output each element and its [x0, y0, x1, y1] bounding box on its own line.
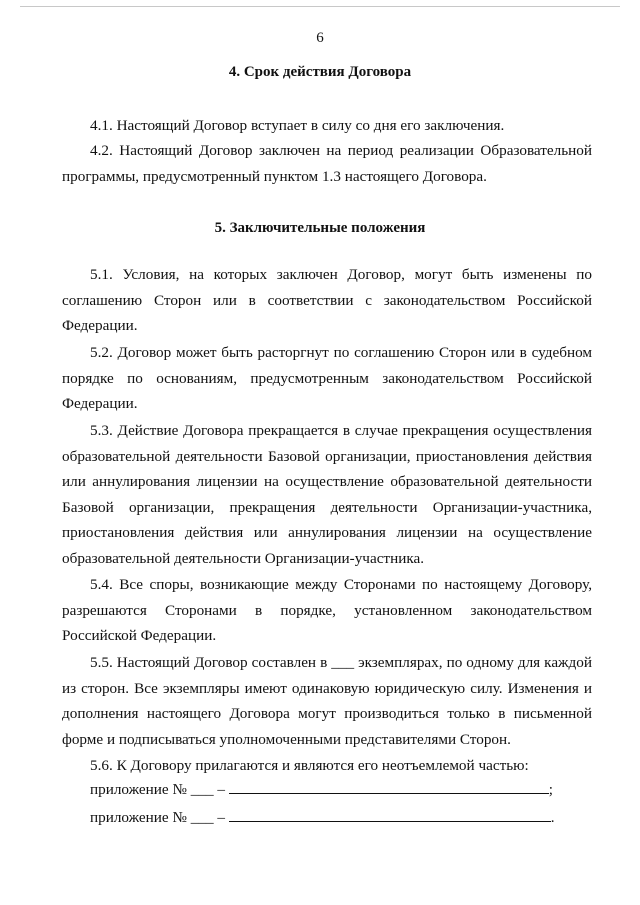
appendix-2-blank — [229, 820, 551, 822]
appendix-line-1 — [90, 781, 553, 799]
paragraph-5-2: 5.2. Договор может быть расторгнут по соглашению Сторон или в судебном порядке по основаниям, предусмотренным законодательством Российской Федерации. — [62, 344, 592, 412]
paragraph-5-4: 5.4. Все споры, возникающие между Сторонами по настоящему Договору, разрешаются Сторонами в порядке, установленном законодательством Российской Федерации. — [62, 576, 592, 644]
paragraph-5-5: 5.5. Настоящий Договор составлен в ___ экземплярах, по одному для каждой из сторон. Все экземпляры имеют одинаковую юридическую силу. Изменения и дополнения настоящего Договора могут производиться только в письменной форме и подписываться уполномоченными представителями Сторон. — [62, 654, 592, 748]
section-5-title: 5. Заключительные положения — [214, 220, 426, 236]
paragraph-5-1: 5.1. Условия, на которых заключен Договор, могут быть изменены по соглашению Сторон или в соответствии с законодательством Российской Федерации. — [62, 266, 592, 334]
appendix-line-2 — [90, 809, 555, 827]
appendix-2-end: . — [550, 809, 555, 826]
appendix-1-blank — [229, 792, 549, 794]
paragraph-5-6: 5.6. К Договору прилагаются и являются его неотъемлемой частью: — [90, 757, 529, 774]
paragraph-4-1: 4.1. Настоящий Договор вступает в силу со дня его заключения. — [90, 117, 505, 134]
page-number: 6 — [316, 30, 324, 46]
top-rule — [20, 6, 620, 7]
appendix-1-label: приложение № ___ – — [90, 781, 225, 798]
appendix-2-label: приложение № ___ – — [90, 809, 225, 826]
paragraph-5-3: 5.3. Действие Договора прекращается в случае прекращения осуществления образовательной деятельности Базовой организации, приостановления действия или аннулирования лицензии на осуществление образовательной деятельности Базовой организации, прекращения деятельности Организации-участника, приостановления действия или аннулирования лицензии на осуществление образовательной деятельности Организации-участника. — [62, 422, 592, 567]
appendix-1-end: ; — [548, 781, 553, 798]
section-4-title: 4. Срок действия Договора — [228, 64, 412, 80]
paragraph-4-2: 4.2. Настоящий Договор заключен на период реализации Образовательной программы, предусмотренный пунктом 1.3 настоящего Договора. — [62, 142, 592, 185]
